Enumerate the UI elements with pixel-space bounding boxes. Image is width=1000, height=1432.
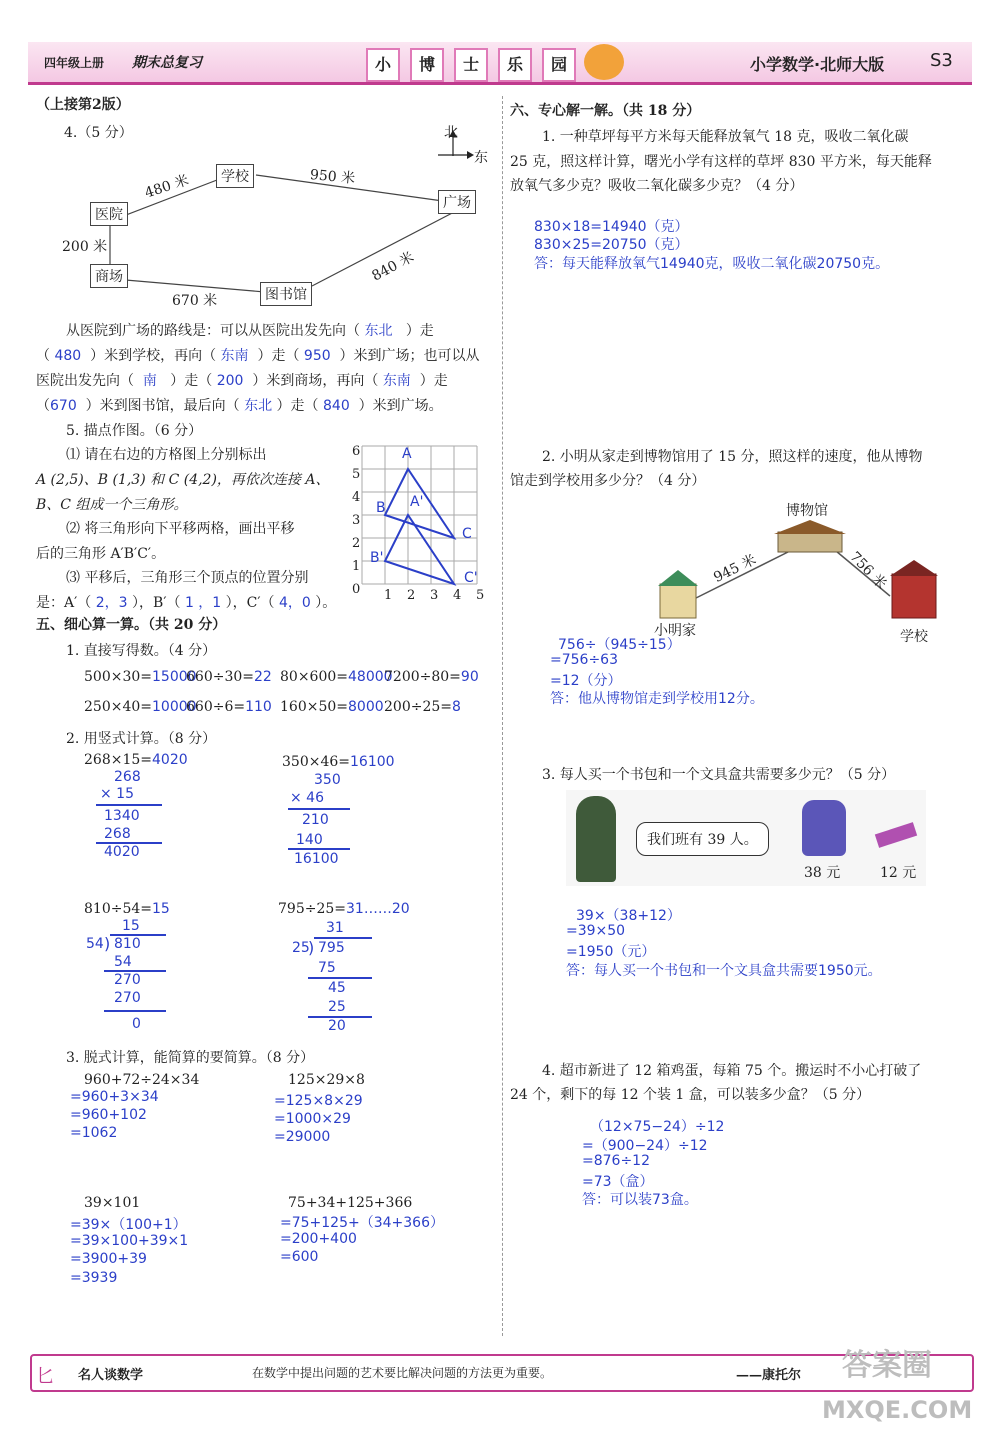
footer-mark-icon: 匕: [36, 1366, 54, 1387]
watermark-url: MXQE.COM: [822, 1396, 973, 1424]
p2-text: 馆走到学校用多少分？（4 分）: [510, 473, 706, 489]
div-line: 0: [132, 1016, 141, 1032]
div-line: 45: [328, 980, 346, 996]
div-rule: [308, 977, 372, 979]
p2-step: =756÷63: [550, 652, 618, 668]
label-museum: 博物馆: [786, 503, 828, 519]
teacher-icon: [576, 796, 616, 882]
vert-line: 4020: [104, 844, 140, 860]
oral-item: 250×40=10000: [84, 699, 197, 715]
watermark-logo: 答案圈: [842, 1348, 932, 1383]
vert-line: 1340: [104, 808, 140, 824]
expr-step: =960+3×34: [70, 1089, 159, 1105]
expr-question: 125×29×8: [288, 1072, 365, 1088]
long-div-1: 810÷54=15: [84, 901, 170, 917]
logo-char: 小: [366, 48, 400, 82]
expr-question: 960+72÷24×34: [84, 1072, 200, 1088]
p1-text: 放氧气多少克？吸收二氧化碳多少克？（4 分）: [510, 178, 804, 194]
p2-answer: 答：他从博物馆走到学校用12分。: [550, 691, 764, 707]
q5-l7: 是：A′（ 2，3 ），B′（ 1 ，1 ），C′（ 4，0 ）。: [36, 595, 337, 611]
p4-text: 24 个，剩下的每 12 个装 1 盒，可以装多少盒？（5 分）: [510, 1087, 871, 1103]
vert-line: 140: [296, 832, 323, 848]
expr-step: =39×100+39×1: [70, 1233, 189, 1249]
div-bar: [314, 937, 372, 939]
grade-label: 四年级上册: [44, 56, 105, 70]
p4-step: （12×75−24）÷12: [590, 1119, 725, 1135]
logo-char: 乐: [498, 48, 532, 82]
oral-item: 660÷30=22: [186, 669, 272, 685]
compass-east: 东: [474, 150, 488, 166]
review-label: 期末总复习: [132, 55, 202, 71]
box-price: 12 元: [880, 865, 917, 881]
p3-step: =1950（元）: [566, 944, 656, 960]
expr-step: =960+102: [70, 1107, 147, 1123]
expr-step: =600: [280, 1249, 319, 1265]
vert-line: × 15: [100, 786, 134, 802]
long-div-2: 795÷25=31……20: [278, 901, 410, 917]
point-c: C: [462, 526, 472, 542]
point-a2: A': [410, 494, 424, 510]
place-hospital: 医院: [90, 202, 128, 226]
dist-museum-school: 756 米: [846, 548, 890, 593]
div-quotient: 15: [122, 918, 140, 934]
expr-step: =75+125+（34+366）: [280, 1215, 444, 1231]
q4-line3: 医院出发先向（ 南 ）走（ 200 ）米到商场，再向（ 东南 ）走: [36, 373, 448, 389]
page-number: S3: [930, 50, 953, 71]
div-divisor: 25: [292, 940, 310, 956]
q4-line2: （ 480 ）米到学校，再向（ 东南 ）走（ 950 ）米到广场；也可以从: [36, 348, 480, 364]
continued-note: （上接第2版）: [36, 97, 130, 113]
dist-home-museum: 945 米: [711, 551, 759, 586]
div-line: 270: [114, 990, 141, 1006]
vert-line: 268: [104, 826, 131, 842]
expr-question: 75+34+125+366: [288, 1195, 413, 1211]
p1-answer: 答：每天能释放氧气14940克，吸收二氧化碳20750克。: [534, 256, 890, 272]
oral-item: 80×600=48000: [280, 669, 393, 685]
oral-item: 160×50=8000: [280, 699, 384, 715]
p4-step: =（900−24）÷12: [582, 1138, 708, 1154]
p3-step: 39×（38+12）: [576, 908, 681, 924]
q5-l4: ⑵ 将三角形向下平移两格，画出平移: [66, 521, 295, 537]
expr-step: =29000: [274, 1129, 331, 1145]
p4-step: =876÷12: [582, 1153, 650, 1169]
dist-hosp-mall: 200 米: [62, 239, 108, 255]
expr-step: =39×（100+1）: [70, 1217, 187, 1233]
p2-step: 756÷（945÷15）: [558, 637, 681, 653]
p3-step: =39×50: [566, 923, 626, 939]
grid-y-labels: 6 5 4 3 2 1 0: [352, 444, 361, 597]
expr-question: 39×101: [84, 1195, 141, 1211]
q4-title: 4.（5 分）: [64, 125, 133, 141]
grid-x-labels: 1 2 3 4 5: [384, 588, 485, 603]
footer-quote: 在数学中提出问题的艺术要比解决问题的方法更为重要。: [252, 1366, 553, 1380]
div-line: 20: [328, 1018, 346, 1034]
label-school: 学校: [900, 629, 928, 645]
div-dividend: 810: [114, 936, 141, 952]
column-divider: [502, 96, 503, 1336]
vert-line: 350: [314, 772, 341, 788]
expr-step: =1000×29: [274, 1111, 351, 1127]
vert-mul-1: 268×15=4020: [84, 752, 188, 768]
point-a: A: [402, 446, 412, 462]
triangle-translated: [385, 515, 454, 584]
footer-label: 名人谈数学: [78, 1368, 144, 1383]
logo-char: 园: [542, 48, 576, 82]
vert-mul-2: 350×46=16100: [282, 754, 395, 770]
label-home: 小明家: [654, 623, 696, 639]
p3-text: 3. 每人买一个书包和一个文具盒共需要多少元？（5 分）: [542, 767, 896, 783]
place-square: 广场: [438, 190, 476, 214]
div-rule: [104, 1010, 166, 1012]
div-quotient: 31: [326, 920, 344, 936]
q5-l6: ⑶ 平移后，三角形三个顶点的位置分别: [66, 570, 309, 586]
q4-line1: 从医院到广场的路线是：可以从医院出发先向（ 东北 ）走: [66, 323, 434, 339]
speech-bubble: 我们班有 39 人。: [636, 822, 769, 856]
mascot-icon: [584, 44, 624, 80]
bag-price: 38 元: [804, 865, 841, 881]
dist-mall-lib: 670 米: [172, 293, 218, 309]
expr-step: =1062: [70, 1125, 118, 1141]
dist-lib-square: 840 米: [369, 249, 417, 285]
p1-step: 830×25=20750（克）: [534, 237, 689, 253]
p1-text: 1. 一种草坪每平方米每天能释放氧气 18 克，吸收二氧化碳: [542, 129, 909, 145]
backpack-icon: [802, 800, 846, 856]
div-line: 54: [114, 954, 132, 970]
div-dividend: 795: [318, 940, 345, 956]
oral-item: 7200÷80=90: [384, 669, 479, 685]
q5-l1: ⑴ 请在右边的方格图上分别标出: [66, 447, 267, 463]
place-school: 学校: [216, 164, 254, 188]
expr-step: =3939: [70, 1270, 118, 1286]
p4-step: =73（盒）: [582, 1174, 654, 1190]
s6-title: 六、专心解一解。（共 18 分）: [510, 103, 701, 119]
p4-text: 4. 超市新进了 12 箱鸡蛋，每箱 75 个。搬运时不小心打破了: [542, 1063, 922, 1079]
footer-author: ——康托尔: [736, 1368, 802, 1383]
dist-hosp-school: 480 米: [142, 172, 191, 202]
home-icon: [660, 584, 696, 618]
compass-north: 北: [444, 125, 458, 141]
vert-rule: [288, 808, 350, 810]
vert-line: 210: [302, 812, 329, 828]
route-diagram: [650, 520, 950, 630]
place-library: 图书馆: [260, 282, 312, 306]
point-b: B: [376, 500, 386, 516]
vert-line: 16100: [294, 851, 339, 867]
oral-item: 200÷25=8: [384, 699, 461, 715]
p4-answer: 答：可以装73盒。: [582, 1192, 698, 1208]
dist-school-square: 950 米: [309, 167, 356, 187]
p2-text: 2. 小明从家走到博物馆用了 15 分，照这样的速度，他从博物: [542, 449, 923, 465]
vert-rule: [96, 804, 162, 806]
s5-p3-title: 3. 脱式计算，能简算的要简算。（8 分）: [66, 1050, 315, 1066]
p3-answer: 答：每人买一个书包和一个文具盒共需要1950元。: [566, 963, 882, 979]
q5-title: 5. 描点作图。（6 分）: [66, 423, 203, 439]
expr-step: =200+400: [280, 1231, 357, 1247]
div-divisor: 54: [86, 936, 104, 952]
vert-rule: [288, 848, 350, 850]
museum-icon: [778, 532, 842, 552]
q4-line4: （670 ）米到图书馆，最后向（ 东北 ）走（ 840 ）米到广场。: [36, 398, 443, 414]
div-bracket: ): [308, 938, 315, 957]
school-icon: [892, 574, 936, 618]
vert-line: × 46: [290, 790, 324, 806]
div-line: 25: [328, 999, 346, 1015]
q5-l3: B、C 组成一个三角形。: [36, 497, 188, 513]
div-bracket: ): [104, 934, 111, 953]
point-b2: B': [370, 550, 384, 566]
p1-step: 830×18=14940（克）: [534, 219, 689, 235]
place-mall: 商场: [90, 264, 128, 288]
logo-char: 士: [454, 48, 488, 82]
oral-item: 660÷6=110: [186, 699, 272, 715]
vert-line: 268: [114, 769, 141, 785]
q5-l5: 后的三角形 A′B′C′。: [36, 546, 166, 562]
div-line: 270: [114, 972, 141, 988]
expr-step: =125×8×29: [274, 1093, 363, 1109]
q5-l2: A (2,5)、B (1,3) 和 C (4,2)，再依次连接 A、: [36, 472, 330, 488]
p2-step: =12（分）: [550, 673, 622, 689]
expr-step: =3900+39: [70, 1251, 147, 1267]
oral-item: 500×30=15000: [84, 669, 197, 685]
div-line: 75: [318, 960, 336, 976]
point-c2: C': [464, 570, 478, 586]
s5-title: 五、细心算一算。（共 20 分）: [36, 617, 227, 633]
p1-text: 25 克，照这样计算，曙光小学有这样的草坪 830 平方米，每天能释: [510, 154, 932, 170]
logo-char: 博: [410, 48, 444, 82]
subject-label: 小学数学·北师大版: [750, 55, 885, 74]
s5-p2-title: 2. 用竖式计算。（8 分）: [66, 731, 217, 747]
s5-p1-title: 1. 直接写得数。（4 分）: [66, 643, 217, 659]
